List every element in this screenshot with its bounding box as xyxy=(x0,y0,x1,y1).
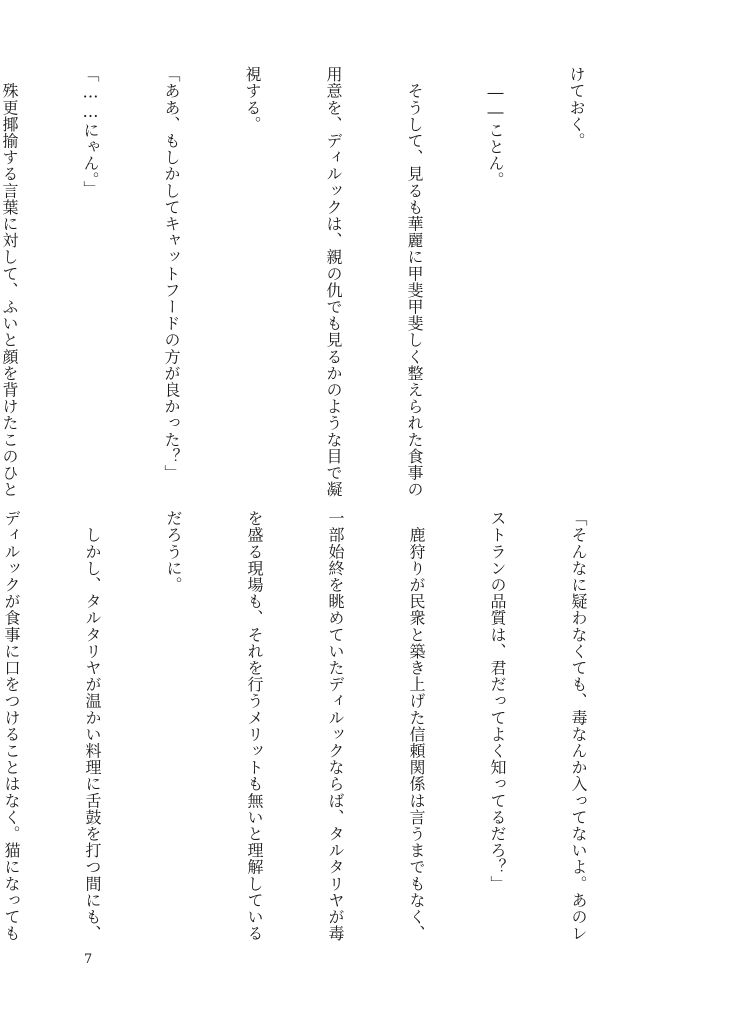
upper-text-block xyxy=(0,66,644,498)
text-line: だろうに。 xyxy=(164,510,183,593)
lower-text-block xyxy=(2,510,646,942)
text-line: 視する。 xyxy=(243,66,262,133)
text-line: ――ことん。 xyxy=(486,66,505,189)
page-number: 7 xyxy=(84,952,93,967)
text-line: 殊更揶揄する言葉に対して、ふいと顔を背けたこのひと xyxy=(0,66,19,498)
text-line: ディルックが食事に口をつけることはなく。猫になっても xyxy=(2,510,21,942)
text-line: 「そんなに疑わなくても、毒なんか入ってないよ。あのレ xyxy=(569,510,588,942)
text-line: そうして、見るも華麗に甲斐甲斐しく整えられた食事の xyxy=(405,66,424,498)
text-line: ストランの品質は、君だってよく知ってるだろ？」 xyxy=(488,510,507,892)
text-line: を盛る現場も、それを行うメリットも無いと理解している xyxy=(245,510,264,942)
text-line: 一部始終を眺めていたディルックならば、タルタリヤが毒 xyxy=(326,510,345,942)
text-line: 「ああ、もしかしてキャットフードの方が良かった？」 xyxy=(162,66,181,481)
text-line: 「……にゃん。」 xyxy=(81,66,100,197)
text-line: 鹿狩りが民衆と築き上げた信頼関係は言うまでもなく、 xyxy=(407,510,426,942)
text-line: 用意を、ディルックは、親の仇でも見るかのような目で凝 xyxy=(324,66,343,498)
text-line: しかし、タルタリヤが温かい料理に舌鼓を打つ間にも、 xyxy=(83,510,102,942)
text-line: けておく。 xyxy=(567,66,586,149)
